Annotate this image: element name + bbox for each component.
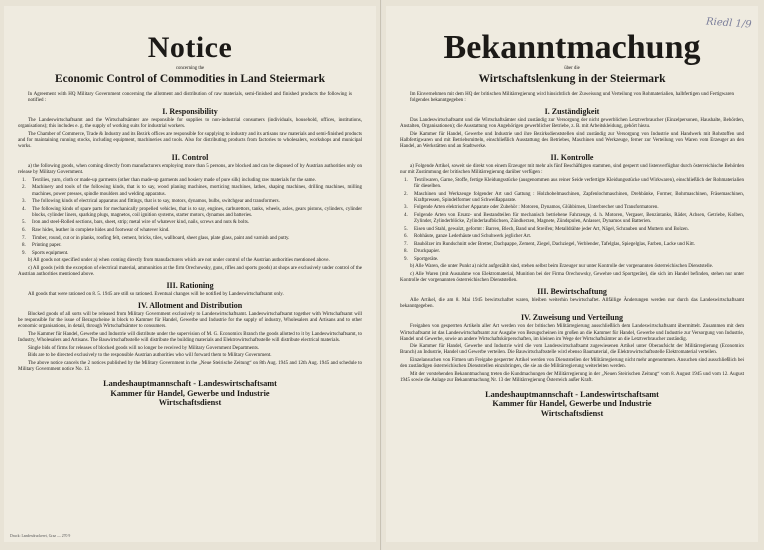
paragraph: Mit der vorstehenden Bekanntmachung treten die Kundmachungen der Militärregierung in der „Neuen Steirischen Zeitung“ vom 8. August 1945 und vom 12. August 1945 sowie die Anlage zur Bekanntmachung Nr. 13 der Militärregierung Österreich außer Kraft. (400, 371, 744, 383)
list-item: 1. Textilies, yarn, cloth or made-up garments (other than made-up garments and hosiery made of pure silk) including raw materials for the same. (22, 177, 317, 183)
paragraph: Einzelansuchen von Firmen um Freigabe gesperrter Artikel werden von Dienststellen der Militärregierung nicht mehr angenommen. Ansuchen sind ausschließlich bei den zuständigen österreichischen Dienststellen einzubringen, die sie an die Militärregierung weiterleiten werden. (400, 357, 744, 369)
paragraph: Freigaben von gesperrten Artikeln aller Art werden von der britischen Militärregierung ausschließlich dem Landeswirtschaftsamt übermittelt. Zusammen mit dem Wirtschaftsamt ist das Landeswirtschaftsamt zur Ausgabe von Bezugscheinen im großen an die Kammer für Handel, Gewerbe und Industrie zur Versorgung von Industrie, Handel und Gewerbe, sowie an andere Wirtschaftskörperschaften, im kleinen im Wege der Wirtschaftsämter an die Letztverbraucher zuständig. (400, 324, 744, 342)
list-item: 6. Rohhäute, ganze Lederhäute und Schuhwerk jeglicher Art. (404, 234, 532, 240)
list-item: 3. Folgende Arten elektrischer Apparate oder Zubehör : Motoren, Dynamos, Glühbirnen, Unterbrecher und Transformatoren. (404, 205, 659, 211)
paragraph: b) Alle Waren, die unter Punkt a) nicht aufgezählt sind, stehen selbst beim Erzeuger nur unter Kontrolle der vorgenannten österreichischen Dienststelle. (410, 264, 714, 270)
list-item: 6. Raw hides, leather in complete hides and footwear of whatever kind. (22, 228, 170, 233)
list-item: 2. Machinery and tools of the following kinds, that is to say, wood planing machines, morticing machines, lathes, shaping machines, drilling machines, milling machines, power presses, spindle moulders and welding apparatus. (22, 185, 362, 197)
paragraph: The Chamber of Commerce, Trade & Industry and its Bezirk offices are responsible for supplying to industry and its artisans raw materials and semi-finished products and for maintaining running stocks, including equipment, machineries and tools. Also for distributing products from factories to wholesalers, workshops and municipal works. (18, 131, 362, 150)
paragraph: Das Landeswirtschaftsamt und die Wirtschaftsämter sind zuständig zur Versorgung der nicht gewerblichen Letztverbraucher (Einzelpersonen, Haushalte, Behörden, Anstalten, Organisationen); die Ausstattung von Angehörigen gewerblicher Betriebe, z. B. mit Arbeitskleidung, gehört hiezu. (400, 118, 744, 130)
bekanntmachung-intro: Im Einvernehmen mit dem HQ der britischen Militärregierung wird hinsichtlich der Zuweisung und Verteilung von Rohmaterialien, halbfertigen und Fertigwaren folgendes bekanntgegeben : (410, 92, 734, 104)
paragraph: b) All goods not specified under a) when coming directly from manufacturers which are not under control of the Austrian authorities mentioned above. (28, 258, 330, 264)
section-bewirtschaftung-heading: III. Bewirtschaftung (537, 287, 607, 297)
signature-block (18, 379, 362, 408)
paragraph: c) Alle Waren (mit Ausnahme von Elektromaterial, Munition bei der Firma Orechowsky, Gewehre und Sportgeräte), die sich im Handel befinden, stehen nur unter Kontrolle der vorgenannten österreichischen Dienststellen. (400, 272, 744, 284)
bekanntmachung-title: Bekanntmachung (443, 29, 701, 66)
english-notice-page (4, 6, 376, 542)
paragraph: Blocked goods of all sorts will be released from Military Government exclusively to Landeswirtschaftsamt. Landeswirtschaftsamt together with Wirtschaftsamt will be responsible for the issue of Bezugscheine in block to Kammer für Handel, Gewerbe und Industrie for the supply of industry, Wholesalers and Artisans and to other economic organisations, in detail, through Wirtschaftsämter to consumers. (18, 312, 362, 330)
list-item: 2. Maschinen und Werkzeuge folgender Art und Gattung : Holzhobelmaschinen, Zapfenlochmaschinen, Drehbänke, Former, Bohrmaschinen, Fräsemaschinen, Kraftpressen, Spindelformer und Schweißapparate. (404, 191, 744, 203)
paragraph: The above notice cancels the 2 notices published by the Military Government in the „Neue Steirische Zeitung“ on 8th Aug. 1945 and 12th Aug. 1945 and schedule to Military Government notice No. 13. (18, 360, 362, 372)
notice-intro: In Agreement with HQ Military Government concerning the allotment and distribution of raw materials, semi-finished and finished products the following is notified : (28, 92, 352, 104)
list-item: 8. Printing paper. (22, 243, 62, 249)
page-fold-divider (380, 0, 382, 550)
signatory-line: Kammer für Handel, Gewerbe und Industrie (110, 388, 270, 398)
list-item: 7. Bauhölzer im Rundschnitt oder Bretter, Dachpappe, Zement, Ziegel, Dachziegel, Verblender, Tafelglas, Spiegelglas, Farben, Lacke und Kitt. (404, 241, 696, 247)
list-item: 5. Eisen und Stahl, gewalzt, geformt : Barren, Blech, Band und Streifen; Metalldrähte jeder Art, Nägel, Schrauben und Muttern und Bolzen. (404, 226, 689, 232)
paragraph: Die Kammer für Handel, Gewerbe und Industrie wird die vom Landeswirtschaftsamt zugewiesenen Artikel unter Oberaufsicht der Militärregierung (Economics Branch) an Industrie, Handel und Gewerbe verteilen. Die Bauwirtschaftsstelle wird ebenso Baumaterial, die Elektrowirtschaftsstelle Elektromaterial verteilen. (400, 344, 744, 356)
list-item: 5. Iron and steel-Rolled sections, bars, sheet, strip; metal wire of whatever kind, nails, screws and nuts & bolts. (22, 220, 250, 226)
signatory-line: Wirtschaftsdienst (158, 398, 222, 408)
list-item: 1. Textilwaren, Garne, Stoffe, fertige Kleidungsstücke (ausgenommen aus reiner Seide verfertigte Kleidungsstücke und Wirkwaren), einschließlich der Rohmaterialien für dieselben. (404, 177, 744, 189)
notice-concerning: concerning the (175, 66, 205, 71)
section-allotment-heading: IV. Allotment and Distribution (137, 301, 243, 311)
signatory-line: Kammer für Handel, Gewerbe und Industrie (492, 399, 652, 409)
section-zuweisung-heading: IV. Zuweisung und Verteilung (520, 313, 624, 323)
bekanntmachung-subtitle: Wirtschaftslenkung in der Steiermark (478, 73, 666, 85)
list-item: 8. Druckpapier. (404, 249, 440, 255)
section-control-heading: II. Control (171, 153, 209, 163)
list-item: 9. Sports equipment. (22, 250, 69, 256)
gesperrte-artikel-list (400, 178, 744, 263)
signatory-line: Wirtschaftsdienst (540, 408, 604, 418)
paragraph: The Kammer für Handel, Gewerbe und Industrie will distribute under the supervision of M. G. Economics Branch the goods allotted to it by Landeswirtschaftsamt, to Industry, Wholesalers and Artisans. The Bauwirtschaftsstelle will distribute the building materials and Elektrowirtschaftsstelle will distribute electrical materials. (18, 332, 362, 344)
paragraph: The Landeswirtschaftsamt and the Wirtschaftsämter are responsible for supplies to non-industrial consumers (individuals, household, offices, institutions, organisations); this includes e. g. the supply of working suits for industrial workers. (18, 118, 362, 130)
list-item: 4. The following kinds of spare parts for mechanically propelled vehicles, that is to say, engines, carburettors, tanks, wheels, axles, gears pistons, cylinders, cylinder blocks, cylinder liners, sparking plugs, magnetos, coil ignition systems, starter motors, dynamos and batteries. (22, 206, 362, 218)
list-item: 3. The following kinds of electrical apparatus and fittings, that is to say, motors, dynamos, bulbs, switchgear and transformers. (22, 199, 280, 205)
paragraph: a) the following goods, when coming directly from manufacturers employing more than 5 persons, are blocked and can be disposed of by Austrian authorities only on release by Military Government. (18, 164, 362, 176)
paragraph: All goods that were rationed on 8. 5. 1945 are still so rationed. Eventual changes will be notified by Landeswirtschaftsamt only. (28, 292, 284, 298)
notice-subtitle: Economic Control of Commodities in Land Steiermark (54, 73, 326, 85)
paragraph: c) All goods (with the exception of electrical material, ammunition at the firm Orechowsky, guns, rifles and sports goods) at shops are exclusively under control of the Austrian authorities mentioned above. (18, 265, 362, 278)
printer-imprint: Druck: Landesdruckerei, Graz — 270 9 (10, 534, 71, 538)
signature-block (400, 390, 744, 419)
paragraph: Die Kammer für Handel, Gewerbe und Industrie und ihre Bezirksdienststellen sind zuständig zur Versorgung von Industrie und Handwerk mit Rohstoffen und Halbfertigwaren und mit Betriebsmitteln, einschließlich Ausstattung des Betriebes, Maschinen und Werkzeuge, ferner zur Verteilung von Waren vom Erzeuger an den Handel, an Werkstätten und an Stadtwerke. (400, 131, 744, 150)
list-item: 4. Folgende Arten von Ersatz- und Bestandteilen für mechanisch betriebene Fahrzeuge, d. h. Motoren, Vergaser, Benzintanks, Räder, Achsen, Getriebe, Kolben, Zylinder, Zylinderblöcke, Zylinderlaufbüchsen, Zündkerzen, Magnete, Zündspulen, Anlasser, Dynamos und Batterien. (404, 212, 744, 224)
paragraph: Alle Artikel, die am 8. Mai 1945 bewirtschaftet waren, bleiben weiterhin bewirtschaftet. Allfällige Änderungen werden nur durch das Landeswirtschaftsamt bekanntgegeben. (400, 298, 744, 310)
section-zustaendigkeit-heading: I. Zuständigkeit (544, 107, 600, 117)
notice-title: Notice (147, 31, 233, 64)
section-responsibility-heading: I. Responsibility (162, 107, 218, 117)
paragraph: Single bids of firms for releases of blocked goods will no longer be received by Military Government Departments. (28, 345, 260, 351)
list-item: 7. Timber, round, cut or in planks, roofing felt, cement, bricks, tiles, wallboard, sheet glass, plate glass, paint and varnish and putty. (22, 235, 290, 241)
blocked-goods-list (18, 178, 362, 257)
section-kontrolle-heading: II. Kontrolle (550, 153, 594, 163)
handwritten-annotation: Riedl 1/9 (706, 16, 753, 31)
bekanntmachung-concerning: über die (564, 66, 580, 71)
signatory-line: Landeshauptmannschaft - Landeswirtschaftsamt (485, 389, 659, 399)
paragraph: Bids are to be directed exclusively to the responsible Austrian authorities who will forward them to Military Government. (28, 353, 272, 359)
list-item: 9. Sportgeräte. (404, 256, 439, 262)
paragraph: a) Folgende Artikel, soweit sie direkt von einem Erzeuger mit mehr als fünf Beschäftigten stammen, sind gesperrt und listenverfügbar durch österreichische Behörden nur mit Zustimmung der britischen Militärregierung darüber verfügen : (400, 164, 744, 176)
section-rationing-heading: III. Rationing (166, 281, 214, 291)
german-notice-page (386, 6, 758, 542)
signatory-line: Landeshauptmannschaft - Landeswirtschaftsamt (103, 379, 277, 389)
